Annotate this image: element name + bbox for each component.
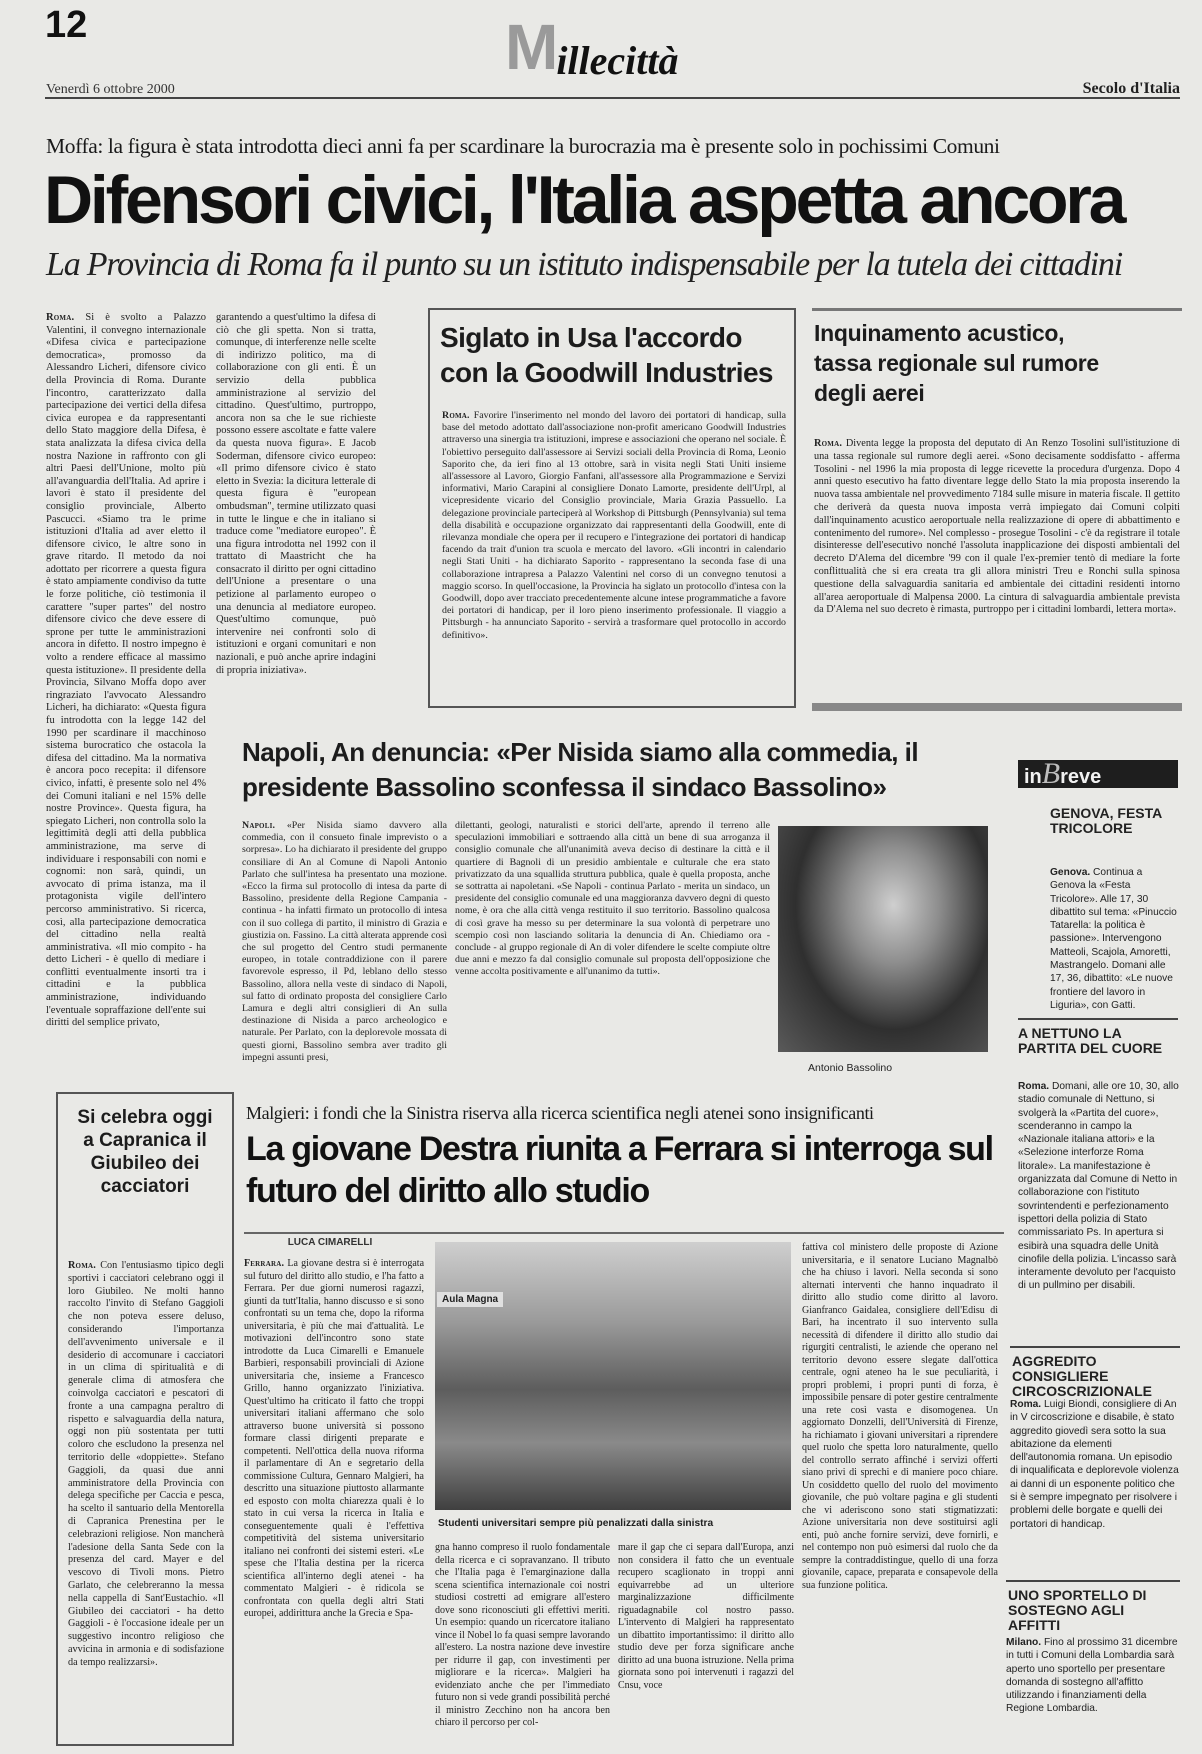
ferrara-col2-text: gna hanno compreso il ruolo fondamentale della ricerca e ci sopravanzano. Il tributo che l'Italia paga è l'emarginazione dalla scena scientifica internazionale coi nostri studiosi costretti ad emigrare all'estero dove sono riconosciuti gli effettivi meriti. Un esempio: quando un ricercatore italiano vince il Nobel lo fa quasi sempre lavorando all'estero. La nostra nazione deve investire per ridurre il gap, con investimenti per migliorare e la ricerca». Malgieri ha evidenziato anche che per l'immediato futuro non si vede grandi possibilità perché il ministro Zecchino non ha ancora ben chiaro il percorso per col- <box>435 1542 610 1728</box>
ferrara-headline: La giovane Destra riunita a Ferrara si interroga sul futuro del diritto allo studio <box>246 1130 993 1210</box>
students-photo-sign: Aula Magna <box>437 1292 503 1307</box>
students-photo-caption: Studenti universitari sempre più penalizzati dalla sinistra <box>438 1518 714 1529</box>
section-initial: M <box>505 11 559 83</box>
ferrara-byline: LUCA CIMARELLI <box>287 1237 373 1248</box>
ferrara-col4-text: fattiva col ministero delle proposte di Azione universitaria, e il senatore Luciano Magnalbò che ha chiuso i lavori. Nella seconda si sono alternati interventi che hanno inquadrato il diritto allo studio come diritto al lavoro. Gianfranco Gaidalea, consigliere dell'Edisu di Bari, ha incentrato il suo intervento sulla necessità di difendere il diritto allo studio dai rigurgiti centralisti, le aziende che operano nel territorio devono essere slegate dall'ottica centrale, ogni ateneo ha le sue peculiarità, i propri problemi, i propri punti di forza, è impossibile pensare di poter gestire centralmente una rete così vasta e disomogenea. Un aggiornato Donzelli, dell'Università di Firenze, ha richiamato i giovani universitari a riprendere quel ruolo che spetta loro naturalmente, quello del controllo serrato affinché i servizi offerti siano privi di sprechi e di maniere poco chiare. Un cosiddetto quello del ruolo del movimento giovanile, che può voltare pagina e gli studenti che vi aderiscono sono stati stigmatizzati: Azione universitaria non deve sostituirsi agli enti, può anche fornire servizi, deve fornirli, e nel contempo non può esimersi dal ruolo che da sempre la contraddistingue, quello di una forza giovanile, capace, preparata e consapevole della sua funzione politica. <box>802 1242 998 1591</box>
brief-rule-2 <box>1010 1346 1180 1348</box>
noise-headline: Inquinamento acustico, tassa regionale sul rumore degli aerei <box>814 320 1099 406</box>
giubileo-text <box>68 1260 224 1740</box>
ferrara-kicker: Malgieri: i fondi che la Sinistra riserva alla ricerca scientifica negli atenei sono insignificanti <box>246 1103 874 1123</box>
napoli-col1-text: «Per Nisida siamo davvero alla commedia, con il consueto finale imprevisto o a sorpresa». Lo ha dichiarato il presidente del gruppo consiliare di An al Comune di Napoli Antonio Parlato che sull'intesa ha presentato una mozione. «Ecco la firma sul protocollo di intesa da parte di Bassolino, presidente della Regione Campania - continua - ha infatti firmato un protocollo di intesa con il suo collega di partito, il ministro di Grazia e giustizia on. Fassino. La città alterata apprende così che sul progetto del Centro studi permanente europeo, in totale contraddizione con il parere favorevole espresso, il Pd, leblano dello stesso Bassolino, allora nella veste di sindaco di Napoli, sul fatto di ordinato proposta del consigliere Carlo Lamura e degli altri consiglieri di An sulla destinazione di Nisida a parco archeologico e naturale. Per Parlato, con la deplorevole mossata di questi giorni, Bassolino sembra aver tradito gli impegni assunti presi, <box>242 820 447 1063</box>
brief-text-genova <box>1050 866 1178 1014</box>
students-photo <box>435 1242 791 1510</box>
goodwill-body: Favorire l'inserimento nel mondo del lavoro dei portatori di handicap, sulla base del metodo adottato dall'associazione non-profit americano Goodwill Industries attraverso una sinergia tra istituzioni, imprese e associazioni che operano nel sociale. È l'obiettivo perseguito dall'assessore ai Servizi sociali della Provincia di Roma, Leonio Saporito che, da ieri fino al 13 ottobre, sarà in visita negli Stati Uniti insieme all'assessore al Lavoro, Giorgio Fanfani, all'assessore alla Programmazione e Servizi informativi, Mario Carapini al consigliere Donato Lamorte, presidente dell'Urpl, al vicepresidente vicario del Consiglio provinciale, Maria Grazia Passuello. La delegazione provinciale parteciperà al Workshop di Pittsburgh (Pennsylvania) sul tema della disabilità e occupazione organizzato dai rappresentanti della Goodwill, ente di rilevanza mondiale che opera per il recupero e l'integrazione dei portatori di handicap facendo da trait d'union tra scuola e mercato del lavoro. «Gli incontri in calendario negli Stati Uniti - ha dichiarato Saporito - rappresentano la seconda fase di una collaborazione intrapresa a Palazzo Valentini nel corso di un convegno tenutosi a maggio scorso. In quell'occasione, la Provincia ha siglato un protocollo d'intesa con la Goodwill, dopo aver tracciato precedentemente alcune intese programmatiche a favore dei portatori di handicap, per il loro pieno inserimento professionale. Il viaggio a Pittsburgh - ha annunciato Saporito - servirà a trasformare quel protocollo in accordo definitivo». <box>442 410 786 641</box>
issue-date: Venerdì 6 ottobre 2000 <box>46 82 175 97</box>
goodwill-headline: Siglato in Usa l'accordo con la Goodwill Industries <box>440 322 773 388</box>
bassolino-caption: Antonio Bassolino <box>808 1062 893 1074</box>
giubileo-headline: Si celebra oggi a Capranica il Giubileo dei cacciatori <box>77 1107 213 1197</box>
noise-top-rule <box>812 308 1182 311</box>
noise-body: Diventa legge la proposta del deputato di An Renzo Tosolini sull'istituzione di una tassa regionale sul rumore degli aerei. «Sono decisamente soddisfatto - afferma Tosolini - nel 1996 la mia proposta di legge ricevette la procedura d'urgenza. Dopo 4 anni questo esecutivo ha fatto diventare legge dello Stato la mia proposta inserendo la nuova tassa ambientale nel provvedimento 7184 sulle misure in materia fiscale. Il gettito che deriverà da questa nuova imposta verrà impiegato dai Comuni colpiti dall'inquinamento acustico aeroportuale nella realizzazione di opere di abbattimento e contenimento del rumore». Nel complesso - prosegue Tosolini - c'è da registrare il totale disinteresse dell'esecutivo nonché l'assoluta inapplicazione dei disposti ambientali del decreto D'Alema del dicembre '99 con il quale l'ex-premier tentò di mediare la forte conflittualità che si era creata tra gli allora ministri Treu e Ronchi sulla spinosa questione della salvaguardia sanitaria ed ambientale dei cittadini residenti intorno all'area aeroportuale di Malpensa 2000. La cintura di salvaguardia ambientale prevista da D'Alema nel suo decreto è rimasta, purtroppo per i cittadini lombardi, lettera morta». <box>814 438 1180 616</box>
brief-body-nettuno: Domani, alle ore 10, 30, allo stadio comunale di Nettuno, si svolgerà la «Partita del cuore», scenderanno in campo la «Nazionale italiana attori» e la «Selezione interforze Roma litorale». La manifestazione è organizzata dal Comune di Netto in collaborazione con l'istituto sovrintendenti e perfezionamento ispettori della polizia di Stato commissariato Ps. In apertura si esibirà una squadra delle Unità cinofile della polizia. L'incasso sarà interamente devoluto per l'acquisto di un pullmino per disabili. <box>1018 1081 1179 1292</box>
main-col1-text: Si è svolto a Palazzo Valentini, il convegno internazionale «Difesa civica e partecipazione democratica», promosso da Alessandro Licheri, difensore civico della Provincia di Roma. Durante l'incontro, caratterizzato dalla partecipazione dei vertici della difesa civica europea e da rappresentanti dello Stato maggiore della Difesa, è stata analizzata la difesa civica della nostra Nazione in raffronto con gli altri Paesi dell'Unione, molto più all'avanguardia dell'Italia. Ad aprire i lavori è stato il presidente del consiglio provinciale, Alberto Pascucci. «Siamo tra le prime istituzioni d'Italia ad aver eletto il difensore civico, le altre sono in grave ritardo. Il metodo da noi adottato per ricorrere a questa figura è stato ampiamente condiviso da tutte le forze politiche, ciò testimonia il carattere "super partes" del nostro difensore civico che deve essere di sprone per tutte le amministrazioni ancora in difetto. Il nostro impegno è volto a rendere efficace al massimo questa istituzione». Il presidente della Provincia, Silvano Moffa dopo aver ringraziato l'avvocato Alessandro Licheri, ha dichiarato: «Questa figura fu introdotta con la legge 142 del 1990 per scardinare il macchinoso sistema burocratico che ostacola la difesa del cittadino. Ma la normativa è ancora poco recepita: il difensore civico, infatti, è presente solo nel 4% dei Comuni italiani e nel 15% delle nostre Province». Questa figura, ha spiegato Licheri, non controlla solo la legittimità degli atti della pubblica amministrazione, ma serve di individuare i responsabili con nomi e cognomi: non sarà, quindi, un avvocato di prima istanza, ma il protagonista vigile dell'intero percorso amministrativo. Si ricerca, così, alla partecipazione democratica del cittadino nella realtà amministrativa. «Il mio compito - ha detto Licheri - è quello di mediare i conflitti eventualmente insorti tra i cittadini e la pubblica amministrazione, individuando l'eventuale sopraffazione dell'ente sui diritti del semplice privato, <box>46 312 206 1029</box>
ferrara-rule <box>244 1232 1004 1234</box>
noise-dateline: Roma. <box>814 438 843 449</box>
main-headline: Difensori civici, l'Italia aspetta ancora <box>44 162 1124 238</box>
main-dateline: Roma. <box>46 312 75 323</box>
goodwill-text <box>442 410 786 700</box>
ferrara-dateline: Ferrara. <box>244 1258 285 1269</box>
ferrara-col2 <box>435 1542 610 1748</box>
ferrara-col1 <box>244 1258 424 1748</box>
section-name: illecittà <box>556 38 679 83</box>
main-story-col1 <box>46 312 206 1074</box>
brief-rule-1 <box>1018 1018 1178 1020</box>
brief-title-genova: GENOVA, FESTA TRICOLORE <box>1050 805 1162 836</box>
brief-text-nettuno <box>1018 1080 1180 1338</box>
ferrara-col3 <box>618 1542 794 1748</box>
giubileo-dateline: Roma. <box>68 1260 97 1271</box>
brief-title-affitti: UNO SPORTELLO DI SOSTEGNO AGLI AFFITTI <box>1008 1587 1147 1633</box>
napoli-headline: Napoli, An denuncia: «Per Nisida siamo alla commedia, il presidente Bassolino sconfessa il sindaco Bassolino» <box>242 737 919 802</box>
brief-logo-b: B <box>1041 757 1061 790</box>
brief-logo <box>1018 757 1178 790</box>
masthead-rule <box>45 97 1180 99</box>
goodwill-dateline: Roma. <box>442 410 470 421</box>
brief-dateline-genova: Genova. <box>1050 867 1091 878</box>
noise-text <box>814 438 1180 700</box>
napoli-col2 <box>455 820 770 1068</box>
main-story-col2 <box>216 312 376 702</box>
napoli-col2-text: dilettanti, geologi, naturalisti e storici dell'arte, aprendo il terreno alle speculazioni immobiliari e sottraendo alla città un bene di sua arroganza il consiglio comunale che all'unanimità aveva deciso di destinare la città e il quartiere di Bagnoli di un presidio ambientale e culturale che era stato privatizzato da una squallida struttura pubblica, quale è quella proposta, anche se sottratta ai napoletani. «Se Napoli - continua Parlato - merita un sindaco, un presidente del consiglio comunale ed una maggioranza davvero degni di questo nome, è ora che alla città venga restituito il suo territorio. Bassolino qualcosa di così grave ha messo su per determinare la sua volontà di perpetrare uno scempio così non lasciando solitaria la denuncia di An. Chiediamo ora - conclude - al gruppo regionale di An di voler difendere le scelte compiute oltre due anni e mezzo fa dal consiglio comunale sul proposta dell'opposizione che venne accolta positivamente e all'unanimo da tutti». <box>455 820 770 978</box>
brief-text-affitti <box>1006 1636 1180 1748</box>
noise-bottom-rule <box>812 703 1182 711</box>
brief-dateline-nettuno: Roma. <box>1018 1081 1050 1092</box>
page-number: 12 <box>45 4 88 46</box>
main-col2-text: garantendo a quest'ultimo la difesa di ciò che gli spetta. Non si tratta, comunque, di interferenze nelle scelte di indirizzo politico, ma di collaborazione con gli enti. È un servizio della pubblica amministrazione al servizio del cittadino. Quest'ultimo, purtroppo, ancora non sa che le sue richieste possono essere ascoltate e fatte valere da questa nuova figura». E Jacob Soderman, difensore civico europeo: «Il primo difensore civico è stato eletto in Svezia: la dicitura letterale di questa figura è "european ombudsman", termine utilizzato quasi in tutte le lingue e che in italiano si traduce come "mediatore europeo". È una figura introdotta nel 1992 con il trattato di Maastricht che ha consacrato il diritto per ogni cittadino dell'Unione a presentare o una petizione al parlamento europeo o una denuncia al mediatore europeo. Quest'ultimo comunque, può intervenire nei confronti solo di istituzioni e organi comunitari e non nazionali, e può anche aprire indagini di propria iniziativa». <box>216 312 376 676</box>
section-title <box>505 10 679 83</box>
brief-body-genova: Continua a Genova la «Festa Tricolore». Alle 17, 30 dibattito sul tema: «Pinuccio Tatarella: la politica è passione». Intervengono Matteoli, Scajola, Amoretti, Mastrangelo. Domani alle 17, 36, dibattito: «Le nuove frontiere del lavoro in Liguria», con Gatti. <box>1050 867 1177 1011</box>
main-subhead: La Provincia di Roma fa il punto su un istituto indispensabile per la tutela dei cittadini <box>46 246 1122 283</box>
brief-logo-rest: reve <box>1060 766 1102 788</box>
main-kicker: Moffa: la figura è stata introdotta dieci anni fa per scardinare la burocrazia ma è presente solo in pochissimi Comuni <box>46 134 1000 158</box>
newspaper-name: Secolo d'Italia <box>1082 80 1180 97</box>
bassolino-photo <box>778 826 988 1052</box>
ferrara-col1-text: La giovane destra si è interrogata sul futuro del diritto allo studio, e l'ha fatto a Ferrara. Per due giorni numerosi ragazzi, giunti da tutt'Italia, hanno discusso e si sono confrontati su un tema che, dopo la riforma universitaria, è più che mai d'attualità. Le motivazioni dell'incontro sono state introdotte da Luca Cimarelli e Emanuele Barbieri, responsabili provinciali di Azione universitaria che, insieme a Francesco Grillo, hanno organizzato l'iniziativa. Quest'ultimo ha criticato il fatto che troppi universitari italiani affermano che solo attraverso buone università si possono formare classi dirigenti preparate e competenti. Nell'ottica della nuova riforma il parlamentare di An e segretario della commissione Cultura, Gennaro Malgieri, ha descritto una situazione piuttosto allarmante ed esposto con molta chiarezza quali è lo stato in cui versa la ricerca in Italia e conseguentemente quali è l'effettiva competitività del sistema universitario italiano nei confronti dei sistemi esteri. «Le spese che l'Italia destina per la ricerca scientifica all'interno degli atenei - ha commentato Malgieri - è ridicola se confrontata con quella degli altri Stati europei, addirittura anche la Grecia e Spa- <box>244 1258 424 1619</box>
napoli-col1 <box>242 820 447 1068</box>
brief-text-aggredito <box>1010 1398 1180 1578</box>
ferrara-col4 <box>802 1242 998 1748</box>
brief-body-aggredito: Luigi Biondi, consigliere di An in V circoscrizione e disabile, è stato aggredito giovedì sera sotto la sua abitazione da elementi dell'autonomia romana. Un episodio di inqualificata e deplorevole violenza ai danni di un esponente politico che si è sempre impegnato per risolvere i problemi delle borgate e quelli dei portatori di handicap. <box>1010 1399 1179 1530</box>
brief-dateline-aggredito: Roma. <box>1010 1399 1042 1410</box>
giubileo-body: Con l'entusiasmo tipico degli sportivi i cacciatori celebrano oggi il loro Giubileo. Ne molti hanno raccolto l'invito di Stefano Gaggioli che non poteva essere deluso, considerando l'importanza dell'avvenimento universale e il desiderio di accomunare i cacciatori in un clima di spiritualità e di generale clima di atmosfera che coinvolga cacciatori e pescatori di fronte a una campagna peraltro di rispetto e salvaguardia della natura, oggi non più sostentata per tutti coloro che escludono la presenza nel territorio delle «doppiette». Stefano Gaggioli, da quasi due anni amministratore della Provincia con delega specifiche per Caccia e pesca, ha scelto il santuario della Mentorella di Capranica Prenestina per le celebrazioni religiose. Non mancherà l'adesione della Santa Sede con la presenza del card. Mayer e del vescovo di Tivoli mons. Pietro Garlato, che celebreranno la messa nella cappella di Sant'Eustachio. «Il Giubileo dei cacciatori - ha detto Gaggioli - è l'occasione ideale per un suggestivo incontro religioso che avvicina in armonia e di sodisfazione da tempo realizzarsi». <box>68 1260 224 1668</box>
ferrara-col3-text: mare il gap che ci separa dall'Europa, anzi non considera il fatto che un eventuale recupero scaglionato in troppi anni equivarrebbe ad un ulteriore marginalizzazione difficilmente riguadagnabile col nostro passo. L'intervento di Malgieri ha rappresentato un dibattito importantissimo: il diritto allo studio deve per forza significare anche diritto ad una buona istruzione. Nella prima giornata sono poi intervenuti i ragazzi del Cnsu, voce <box>618 1542 794 1691</box>
brief-title-aggredito: AGGREDITO CONSIGLIERE CIRCOSCRIZIONALE <box>1012 1353 1152 1399</box>
brief-body-affitti: Fino al prossimo 31 dicembre in tutti i Comuni della Lombardia sarà aperto uno sportello per presentare domanda di sostegno all'affitto utilizzando i finanziamenti della Regione Lombardia. <box>1006 1637 1178 1715</box>
brief-rule-3 <box>1006 1580 1180 1582</box>
brief-logo-in: in <box>1024 766 1042 788</box>
brief-dateline-affitti: Milano. <box>1006 1637 1042 1648</box>
napoli-dateline: Napoli. <box>242 820 276 831</box>
brief-title-nettuno: A NETTUNO LA PARTITA DEL CUORE <box>1018 1025 1163 1056</box>
